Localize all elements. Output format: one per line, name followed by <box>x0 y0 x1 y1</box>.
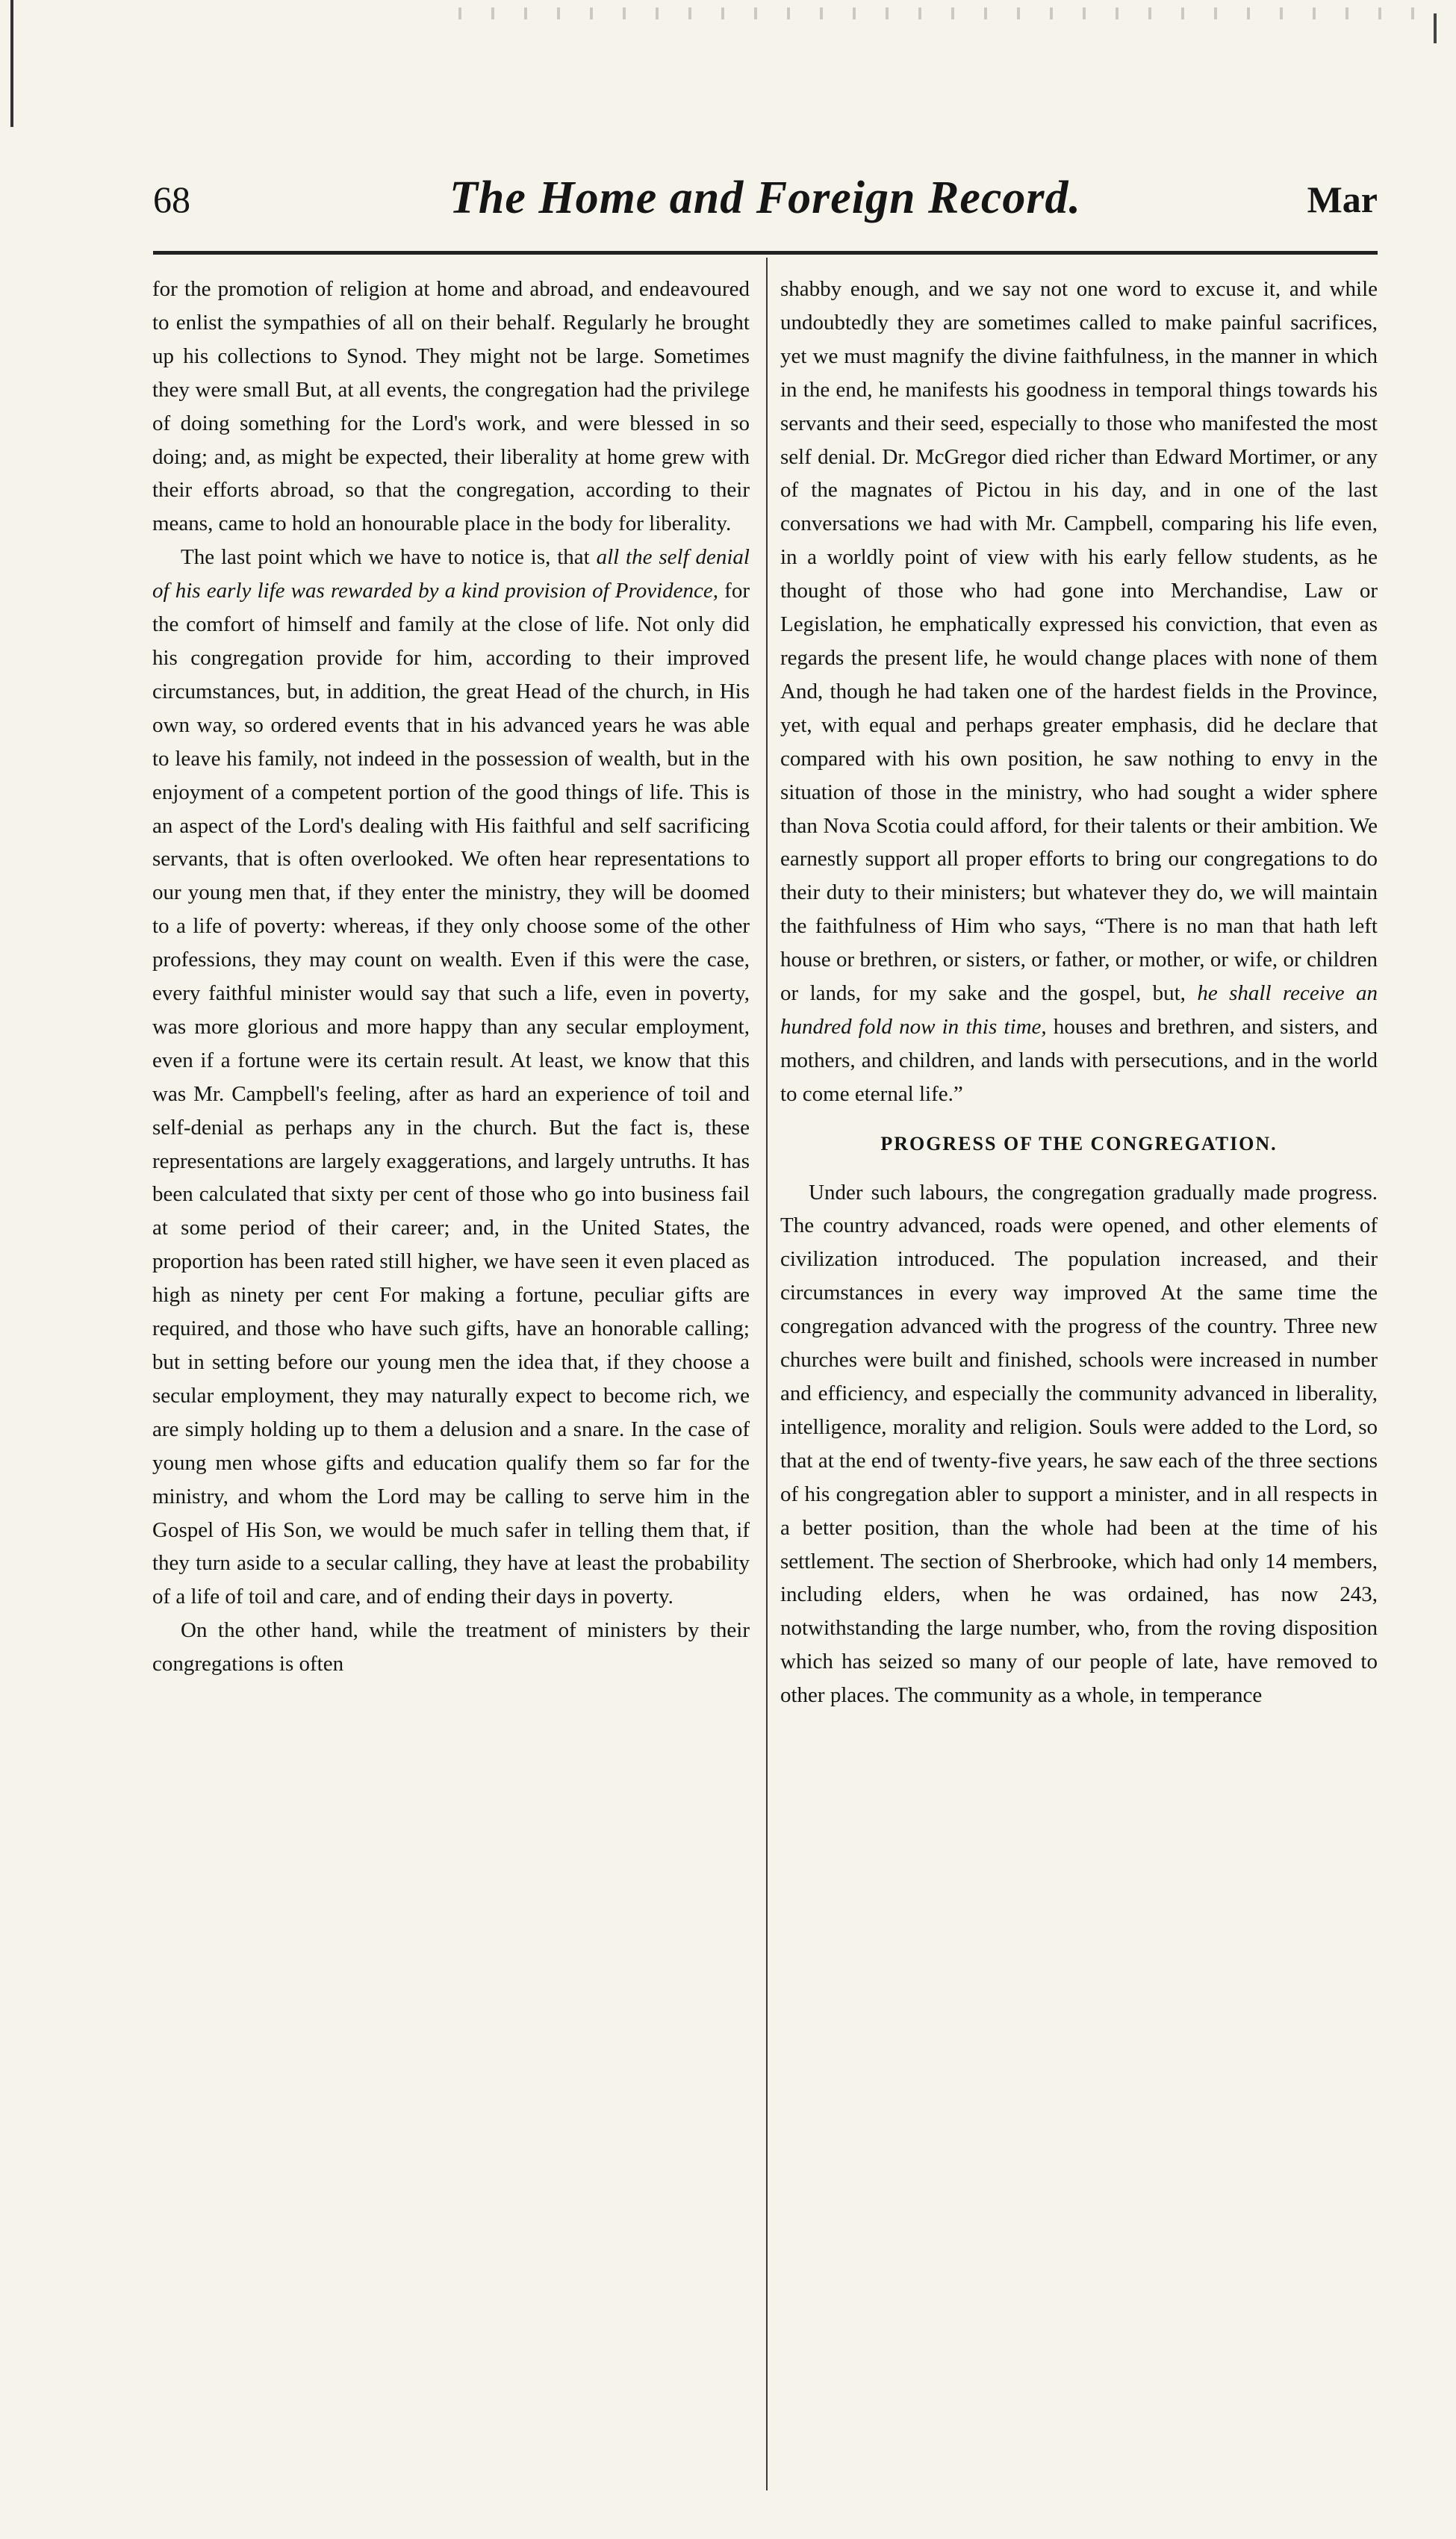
right-paragraph-1-end: houses and brethren, and sisters, and mothers, and children, and lands with persecutions, and in the world to come eternal life.” <box>780 1014 1378 1106</box>
left-paragraph-2-italic: all the self denial of his early life was rewarded by a kind provision of Providence, <box>152 545 750 603</box>
right-column <box>780 273 1378 1712</box>
scan-noise <box>448 7 1419 19</box>
column-divider <box>766 258 768 2490</box>
left-paragraph-2-start: The last point which we have to notice is, that <box>181 545 597 570</box>
left-column <box>152 273 750 1681</box>
left-paragraph-2-rest: for the comfort of himself and family at the close of life. Not only did his congregation provide for him, according to their improved circumstances, but, in addition, the great Head of the church, in His own way, so ordered events that in his advanced years he was able to leave his family, not indeed in the possession of wealth, but in the enjoyment of a competent portion of the good things of life. This is an aspect of the Lord's dealing with His faithful and self sacrificing servants, that is often overlooked. We often hear representations to our young men that, if they enter the ministry, they will be doomed to a life of poverty: whereas, if they only choose some of the other professions, they may count on wealth. Even if this were the case, every faithful minister would say that such a life, even in poverty, was more glorious and more happy than any secular employment, even if a fortune were its certain result. At least, we know that this was Mr. Campbell's feeling, after as hard an experience of toil and self-denial as perhaps any in the church. But the fact is, these representations are largely exaggerations, and largely untruths. It has been calculated that sixty per cent of those who go into business fail at some period of their career; and, in the United States, the proportion has been rated still higher, we have seen it even placed as high as ninety per cent For making a fortune, peculiar gifts are required, and those who have such gifts, have an honorable calling; but in setting before our young men the idea that, if they choose a secular employment, they may naturally expect to become rich, we are simply holding up to them a delusion and a snare. In the case of young men whose gifts and education qualify them so far for the ministry, and whom the Lord may be calling to serve him in the Gospel of His Son, we would be much safer in telling them that, if they turn aside to a secular calling, they have at least the probability of a life of toil and care, and of ending their days in poverty. <box>152 579 750 1609</box>
page-number: 68 <box>153 178 190 220</box>
left-paragraph-3: On the other hand, while the treatment of ministers by their congregations is often <box>152 1618 750 1676</box>
left-paragraph-2 <box>152 541 750 1614</box>
right-paragraph-1-italic: he shall receive an hundred fold now in this time, <box>780 981 1378 1039</box>
left-paragraph-1: for the promotion of religion at home and abroad, and endeavoured to enlist the sympathies of all on their behalf. Regularly he brought up his collections to Synod. They might not be large. Sometimes they were small But, at all events, the congregation had the privilege of doing something for the Lord's work, and were blessed in so doing; and, as might be expected, their liberality at home grew with their efforts abroad, so that the congregation, according to their means, came to hold an honourable place in the body for liberality. <box>152 277 750 536</box>
running-header <box>153 170 1378 245</box>
right-paragraph-1 <box>780 273 1378 1111</box>
section-heading: PROGRESS OF THE CONGREGATION. <box>880 1132 1278 1154</box>
right-paragraph-1-start: shabby enough, and we say not one word to excuse it, and while undoubtedly they are sometimes called to make painful sacrifices, yet we must magnify the divine faithfulness, in the manner in which in the end, he manifests his goodness in temporal things towards his servants and their seed, especially to those who manifested the most self denial. Dr. McGregor died richer than Edward Mortimer, or any of the magnates of Pictou in his day, and in one of the last conversations we had with Mr. Campbell, comparing his life even, in a worldly point of view with his early fellow students, as he thought of those who had gone into Merchandise, Law or Legislation, he emphatically expressed his conviction, that even as regards the present life, he would change places with none of them And, though he had taken one of the hardest fields in the Province, yet, with equal and perhaps greater emphasis, did he declare that compared with his own position, he saw nothing to envy in the situation of those in the ministry, who had sought a wider sphere than Nova Scotia could afford, for their talents or their ambition. We earnestly support all proper efforts to bring our congregations to do their duty to their ministers; but whatever they do, we will maintain the faithfulness of Him who says, “There is no man that hath left house or brethren, or sisters, or father, or mother, or wife, or children or lands, for my sake and the gospel, but, <box>780 277 1378 1006</box>
journal-title: The Home and Foreign Record. <box>449 173 1082 223</box>
binding-edge-mark <box>10 0 13 127</box>
right-paragraph-2: Under such labours, the congregation gradually made progress. The country advanced, roads were opened, and other elements of civilization introduced. The population increased, and their circumstances in every way improved At the same time the congregation advanced with the progress of the country. Three new churches were built and finished, schools were increased in number and efficiency, and especially the community advanced in liberality, intelligence, morality and religion. Souls were added to the Lord, so that at the end of twenty-five years, he saw each of the three sections of his congregation abler to support a minister, and in all respects in a better position, than the whole had been at the time of his settlement. The section of Sherbrooke, which had only 14 members, including elders, when he was ordained, has now 243, notwithstanding the large number, who, from the roving disposition which has seized so many of our people of late, have removed to other places. The community as a whole, in temperance <box>780 1180 1378 1708</box>
header-month: Mar <box>1307 178 1378 220</box>
header-rule <box>153 251 1378 255</box>
scan-edge-mark <box>1434 13 1437 43</box>
